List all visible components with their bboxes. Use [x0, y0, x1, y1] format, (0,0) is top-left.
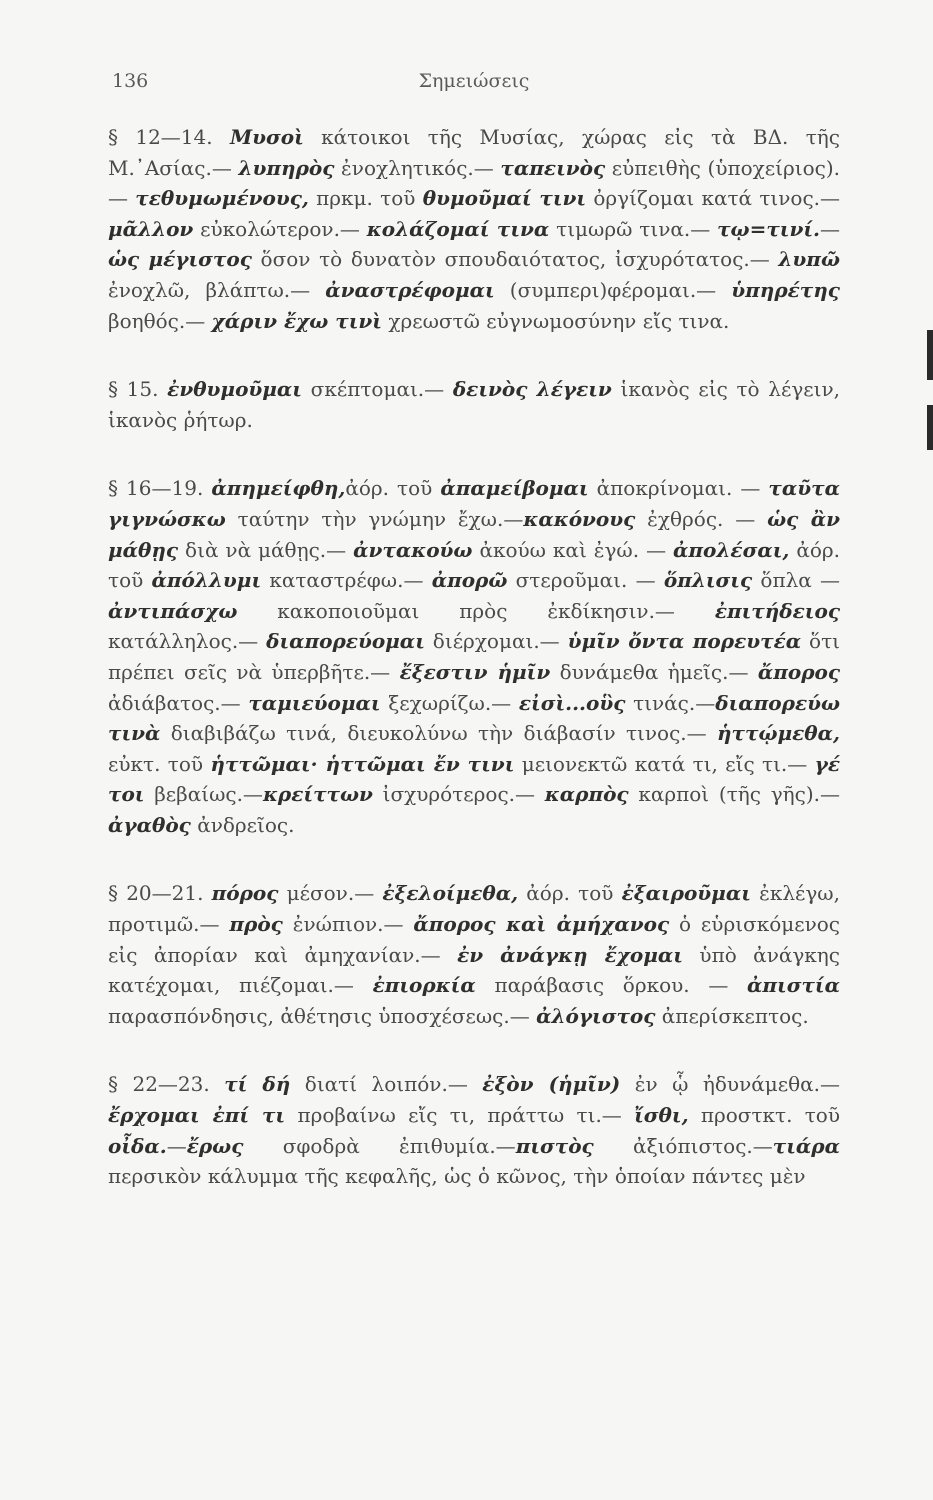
- lemma-term: ἀλόγιστος: [536, 1003, 656, 1028]
- lemma-term: εἰσὶ...οὓς: [518, 690, 626, 715]
- section-paragraph: § 12—14. Μυσοὶ κάτοικοι τῆς Μυσίας, χώρας εἰς τὰ ΒΔ. τῆς Μ.᾿Ασίας.— λυπηρὸς ἐνοχλητικός.— ταπεινὸς εὐπειθὴς (ὑποχείριος).— τεθυμωμένους, πρκμ. τοῦ θυμοῦμαί τινι ὀργίζομαι κατά τινος.— μᾶλλον εὐκολώτερον.— κολάζομαί τινα τιμωρῶ τινα.— τῳ=τινί.— ὡς μέγιστος ὅσον τὸ δυνατὸν σπουδαιότατος, ἰσχυρότατος.— λυπῶ ἐνοχλῶ, βλάπτω.— ἀναστρέφομαι (συμπερι)φέρομαι.— ὑπηρέτης βοηθός.— χάριν ἔχω τινὶ χρεωστῶ εὐγνωμοσύνην εἴς τινα.: [108, 125, 841, 333]
- page-number: 136: [112, 70, 149, 92]
- lemma-term: ὡς μέγιστος: [108, 247, 252, 272]
- section-paragraph: § 22—23. τί δή διατί λοιπόν.— ἐξὸν (ἡμῖν) ἐν ᾧ ἠδυνάμεθα.— ἔρχομαι ἐπί τι προβαίνω εἴς τι, πράττω τι.— ἴσθι, προστκτ. τοῦ οἶδα.—ἔρως σφοδρὰ ἐπιθυμία.—πιστὸς ἀξιόπιστος.—τιάρα περσικὸν κάλυμμα τῆς κεφαλῆς, ὡς ὁ κῶνος, τὴν ὁποίαν πάντες μὲν: [108, 1072, 841, 1189]
- lemma-term: δεινὸς λέγειν: [452, 377, 612, 402]
- lemma-term: καρπὸς: [544, 782, 629, 807]
- lemma-term: πόρος: [211, 881, 279, 906]
- lemma-term: ἐν ἀνάγκῃ ἔχομαι: [457, 942, 683, 967]
- lemma-term: ἀντακούω: [353, 537, 473, 562]
- note-section-12-14: [108, 122, 840, 336]
- lemma-term: ἡττῶμαι· ἡττῶμαι ἔν τινι: [210, 751, 515, 776]
- lemma-term: Μυσοὶ: [229, 125, 304, 149]
- lemma-term: ἄπορος καὶ ἀμήχανος: [413, 912, 670, 937]
- lemma-term: ἐνθυμοῦμαι: [167, 377, 302, 402]
- lemma-term: πιστὸς: [515, 1133, 594, 1158]
- lemma-term: ἐξελοίμεθα,: [382, 881, 519, 906]
- lemma-term: ἀντιπάσχω: [108, 598, 238, 623]
- lemma-term: ἀπολέσαι,: [673, 537, 790, 562]
- lemma-term: ἔρχομαι ἐπί τι: [108, 1103, 286, 1128]
- section-paragraph: § 15. ἐνθυμοῦμαι σκέπτομαι.— δεινὸς λέγειν ἱκανὸς εἰς τὸ λέγειν, ἱκανὸς ῥήτωρ.: [108, 377, 840, 432]
- lemma-term: ἡττῴμεθα,: [717, 721, 840, 746]
- running-title: Σημειώσεις: [418, 70, 530, 92]
- note-section-16-19: [108, 473, 840, 840]
- lemma-term: τί δή: [224, 1072, 291, 1097]
- lemma-term: ὑμῖν ὄντα πορευτέα: [567, 629, 802, 654]
- book-page: [108, 70, 840, 1192]
- lemma-term: ἴσθι,: [634, 1103, 689, 1128]
- lemma-term: ὅπλισις: [663, 568, 753, 593]
- lemma-term: ταῦτα γιγνώσκω: [108, 476, 840, 531]
- page-header: [108, 70, 840, 102]
- lemma-term: ἀπιστία: [747, 973, 840, 998]
- lemma-term: ἀγαθὸς: [108, 812, 191, 837]
- lemma-term: τῳ=τινί.: [717, 216, 820, 241]
- lemma-term: ἀπόλλυμι: [151, 568, 262, 593]
- lemma-term: κρείττων: [262, 782, 373, 807]
- lemma-term: διαπορεύομαι: [266, 629, 425, 654]
- lemma-term: τεθυμωμένους,: [135, 186, 309, 211]
- lemma-term: διαπορεύω τινὰ: [108, 690, 841, 746]
- lemma-term: λυπῶ: [778, 247, 840, 272]
- lemma-term: τιάρα: [772, 1133, 840, 1158]
- lemma-term: οἶδα.: [108, 1133, 167, 1158]
- lemma-term: ἀναστρέφομαι: [325, 277, 495, 302]
- lemma-term: ἄπορος: [757, 659, 841, 684]
- note-section-20-21: [108, 878, 840, 1031]
- lemma-term: ἀπορῶ: [431, 568, 508, 593]
- section-paragraph: § 16—19. ἀπημείφθη,ἀόρ. τοῦ ἀπαμείβομαι ἀποκρίνομαι. — ταῦτα γιγνώσκω ταύτην τὴν γνώμην ἔχω.—κακόνους ἐχθρός. — ὡς ἂν μάθῃς διὰ νὰ μάθῃς.— ἀντακούω ἀκούω καὶ ἐγώ. — ἀπολέσαι, ἀόρ. τοῦ ἀπόλλυμι καταστρέφω.— ἀπορῶ στεροῦμαι. — ὅπλισις ὅπλα — ἀντιπάσχω κακοποιοῦμαι πρὸς ἐκδίκησιν.— ἐπιτήδειος κατάλληλος.— διαπορεύομαι διέρχομαι.— ὑμῖν ὄντα πορευτέα ὅτι πρέπει σεῖς νὰ ὑπερβῆτε.— ἔξεστιν ἡμῖν δυνάμεθα ἡμεῖς.— ἄπορος ἀδιάβατος.— ταμιεύομαι ξεχωρίζω.— εἰσὶ...οὓς τινάς.—διαπορεύω τινὰ διαβιβάζω τινά, διευκολύνω τὴν διάβασίν τινος.— ἡττῴμεθα, εὐκτ. τοῦ ἡττῶμαι· ἡττῶμαι ἔν τινι μειονεκτῶ κατά τι, εἴς τι.— γέ τοι βεβαίως.—κρείττων ἰσχυρότερος.— καρπὸς καρποὶ (τῆς γῆς).— ἀγαθὸς ἀνδρεῖος.: [108, 476, 841, 837]
- lemma-term: ὡς ἂν μάθῃς: [108, 506, 841, 562]
- lemma-term: χάριν ἔχω τινὶ: [211, 308, 382, 333]
- note-section-15: [108, 374, 840, 435]
- lemma-term: κολάζομαί τινα: [366, 216, 550, 241]
- lemma-term: ὑπηρέτης: [731, 277, 840, 302]
- lemma-term: ἀπημείφθη,: [211, 476, 346, 501]
- lemma-term: ἐπιτήδειος: [714, 598, 840, 623]
- lemma-term: ἐξὸν (ἡμῖν): [482, 1072, 621, 1097]
- lemma-term: γέ τοι: [108, 751, 840, 807]
- lemma-term: ἀπαμείβομαι: [440, 476, 589, 501]
- lemma-term: ἐξαιροῦμαι: [621, 881, 751, 906]
- lemma-term: ἔξεστιν ἡμῖν: [399, 659, 551, 684]
- lemma-term: κακόνους: [523, 506, 636, 531]
- page-edge-shadow: [927, 405, 933, 450]
- lemma-term: μᾶλλον: [108, 216, 194, 241]
- section-paragraph: § 20—21. πόρος μέσον.— ἐξελοίμεθα, ἀόρ. τοῦ ἐξαιροῦμαι ἐκλέγω, προτιμῶ.— πρὸς ἐνώπιον.— ἄπορος καὶ ἀμήχανος ὁ εὑρισκόμενος εἰς ἀπορίαν καὶ ἀμηχανίαν.— ἐν ἀνάγκῃ ἔχομαι ὑπὸ ἀνάγκης κατέχομαι, πιέζομαι.— ἐπιορκία παράβασις ὅρκου. — ἀπιστία παρασπόνδησις, ἀθέτησις ὑποσχέσεως.— ἀλόγιστος ἀπερίσκεπτος.: [108, 881, 841, 1028]
- lemma-term: θυμοῦμαί τινι: [422, 186, 587, 211]
- lemma-term: λυπηρὸς: [238, 155, 335, 180]
- lemma-term: πρὸς: [229, 912, 283, 937]
- lemma-term: ταπεινὸς: [500, 155, 606, 180]
- lemma-term: ἐπιορκία: [372, 973, 476, 998]
- lemma-term: ταμιεύομαι: [248, 690, 381, 715]
- page-edge-shadow: [927, 330, 933, 380]
- note-section-22-23: [108, 1069, 840, 1191]
- lemma-term: ἔρως: [186, 1133, 244, 1158]
